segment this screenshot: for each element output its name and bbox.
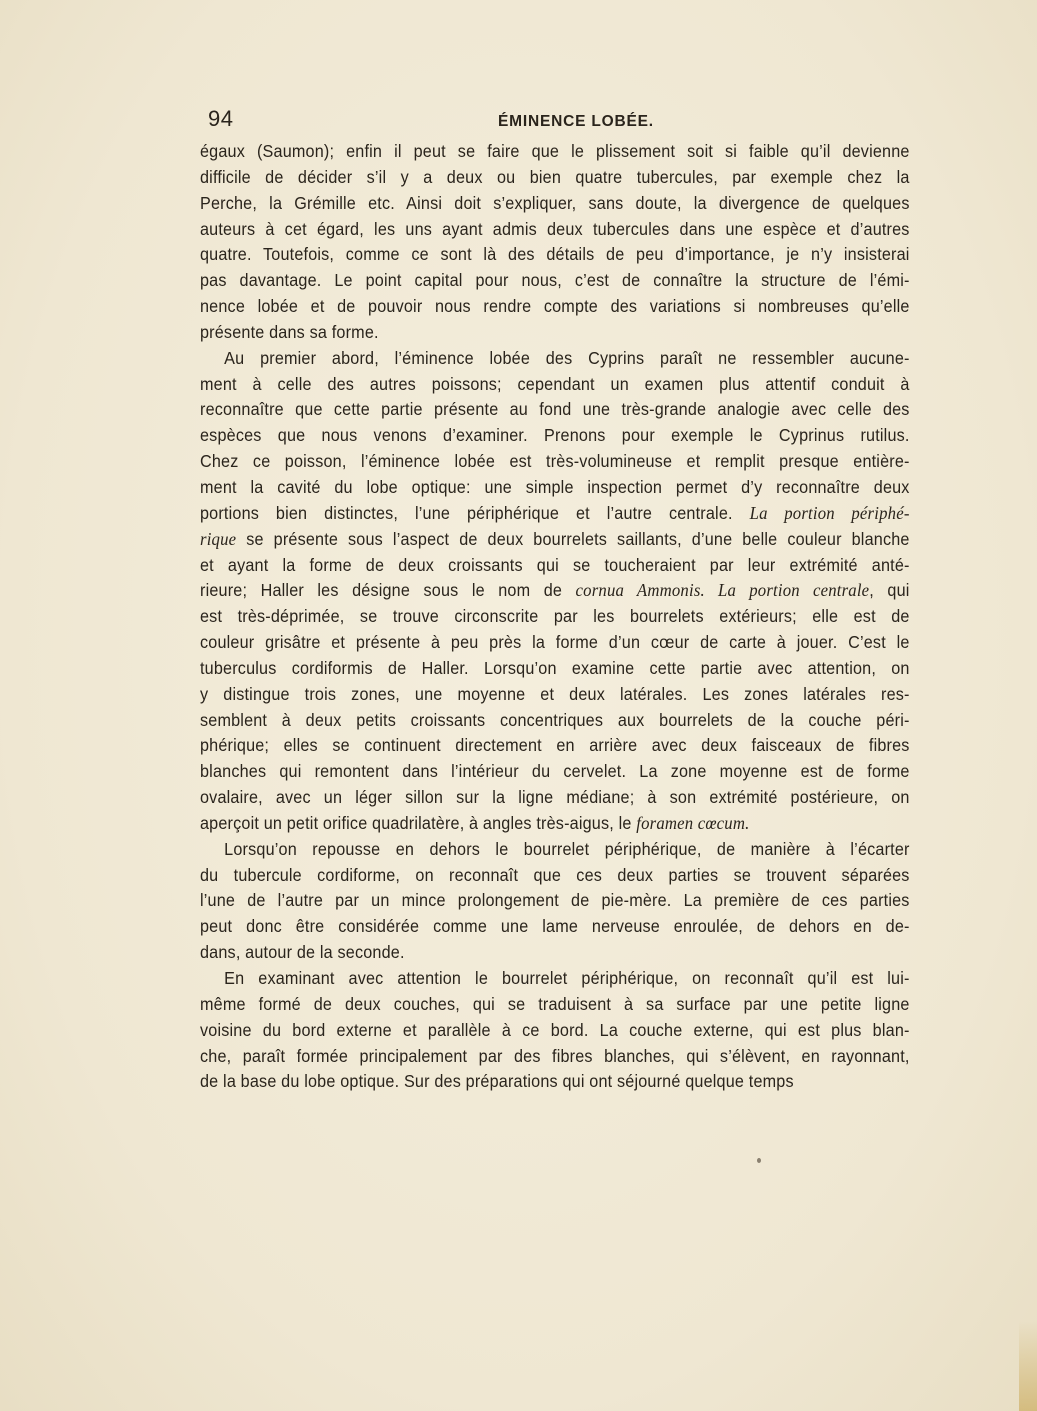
text-line bbox=[200, 294, 910, 320]
text-line bbox=[200, 346, 910, 372]
text-line bbox=[200, 449, 910, 475]
text-line bbox=[200, 372, 910, 398]
text-segment: semblent à deux petits croissants concentriques aux bourrelets de la couche péri- bbox=[200, 709, 910, 730]
page-stain bbox=[1019, 1321, 1037, 1411]
text-segment: dans, autour de la seconde. bbox=[200, 942, 405, 963]
text-segment: même formé de deux couches, qui se traduisent à sa surface par une petite ligne bbox=[200, 993, 910, 1014]
text-line bbox=[200, 759, 910, 785]
text-line bbox=[200, 397, 910, 423]
text-line bbox=[200, 656, 910, 682]
text-line bbox=[200, 863, 910, 889]
text-line bbox=[200, 527, 910, 553]
text-line bbox=[200, 604, 910, 630]
text-segment: blanches qui remontent dans l’intérieur du cervelet. La zone moyenne est de forme bbox=[200, 761, 910, 782]
text-segment: phérique; elles se continuent directement en arrière avec deux faisceaux de fibres bbox=[200, 735, 910, 756]
text-line bbox=[200, 165, 910, 191]
text-segment: Lorsqu’on repousse en dehors le bourrelet périphérique, de manière à l’écarter bbox=[224, 838, 910, 859]
text-segment: l’une de l’autre par un mince prolongement de pie-mère. La première de ces parties bbox=[200, 890, 910, 911]
text-line bbox=[200, 1018, 910, 1044]
text-segment: difficile de décider s’il y a deux ou bien quatre tubercules, par exemple chez la bbox=[200, 166, 910, 187]
text-line bbox=[200, 630, 910, 656]
italic-text: cornua Ammonis. La portion centrale bbox=[575, 580, 870, 601]
text-segment: , qui bbox=[869, 580, 910, 601]
text-line bbox=[200, 966, 910, 992]
text-segment: et ayant la forme de deux croissants qui se toucheraient par leur extrémité anté- bbox=[200, 554, 910, 575]
text-line bbox=[200, 785, 910, 811]
text-segment: ment à celle des autres poissons; cependant un examen plus attentif conduit à bbox=[200, 373, 910, 394]
italic-text: foramen cœcum. bbox=[636, 812, 750, 833]
text-line bbox=[200, 423, 910, 449]
text-line bbox=[200, 992, 910, 1018]
text-segment: tuberculus cordiformis de Haller. Lorsqu’on examine cette partie avec attention, on bbox=[200, 657, 910, 678]
text-line bbox=[200, 1069, 910, 1095]
text-segment: ment la cavité du lobe optique: une simple inspection permet d’y reconnaître deux bbox=[200, 476, 910, 497]
text-line bbox=[200, 320, 910, 346]
text-segment: nence lobée et de pouvoir nous rendre compte des variations si nombreuses qu’elle bbox=[200, 296, 910, 317]
text-segment: égaux (Saumon); enfin il peut se faire que le plissement soit si faible qu’il devienne bbox=[200, 141, 910, 161]
text-line bbox=[200, 501, 910, 527]
text-line bbox=[200, 139, 910, 165]
text-segment: portions bien distinctes, l’une périphérique et l’autre centrale. bbox=[200, 502, 750, 523]
text-line bbox=[200, 475, 910, 501]
text-segment: couleur grisâtre et présente à peu près la forme d’un cœur de carte à jouer. C’est le bbox=[200, 632, 910, 653]
text-segment: se présente sous l’aspect de deux bourrelets saillants, d’une belle couleur blanche bbox=[236, 528, 910, 549]
text-segment: aperçoit un petit orifice quadrilatère, à angles très-aigus, le bbox=[200, 812, 637, 833]
running-head bbox=[208, 106, 908, 136]
text-line bbox=[200, 191, 910, 217]
text-line bbox=[200, 837, 910, 863]
text-line bbox=[200, 553, 910, 579]
text-line bbox=[200, 811, 910, 837]
text-line bbox=[200, 268, 910, 294]
text-line bbox=[200, 1044, 910, 1070]
text-segment: est très-déprimée, se trouve circonscrite par les bourrelets extérieurs; elle est de bbox=[200, 606, 910, 627]
page-number: 94 bbox=[208, 106, 234, 131]
text-segment: de la base du lobe optique. Sur des préparations qui ont séjourné quelque temps bbox=[200, 1071, 794, 1092]
text-segment: che, paraît formée principalement par des fibres blanches, qui s’élèvent, en rayonnant, bbox=[200, 1045, 910, 1066]
text-line bbox=[200, 242, 910, 268]
text-segment: Chez ce poisson, l’éminence lobée est très-volumineuse et remplit presque entière- bbox=[200, 451, 910, 472]
text-line bbox=[200, 733, 910, 759]
italic-text: La portion périphé- bbox=[749, 502, 910, 523]
text-segment: quatre. Toutefois, comme ce sont là des détails de peu d’importance, je n’y insisterai bbox=[200, 244, 910, 265]
text-segment: espèces que nous venons d’examiner. Prenons pour exemple le Cyprinus rutilus. bbox=[200, 425, 910, 446]
text-segment: voisine du bord externe et parallèle à ce bord. La couche externe, qui est plus blan- bbox=[200, 1019, 910, 1040]
ink-speck bbox=[757, 1158, 761, 1163]
text-segment: En examinant avec attention le bourrelet périphérique, on reconnaît qu’il est lui- bbox=[224, 968, 910, 988]
text-line bbox=[200, 578, 910, 604]
body-text bbox=[200, 139, 910, 1095]
running-title: ÉMINENCE LOBÉE. bbox=[498, 113, 654, 130]
text-line bbox=[200, 708, 910, 734]
text-segment: ovalaire, avec un léger sillon sur la ligne médiane; à son extrémité postérieure, on bbox=[200, 787, 910, 808]
text-segment: reconnaître que cette partie présente au fond une très-grande analogie avec celle des bbox=[200, 399, 910, 420]
text-line bbox=[200, 217, 910, 243]
text-segment: présente dans sa forme. bbox=[200, 321, 379, 342]
text-line bbox=[200, 914, 910, 940]
text-line bbox=[200, 682, 910, 708]
text-segment: du tubercule cordiforme, on reconnaît que ces deux parties se trouvent séparées bbox=[200, 864, 910, 885]
text-segment: rieure; Haller les désigne sous le nom de bbox=[200, 580, 576, 601]
text-segment: peut donc être considérée comme une lame nerveuse enroulée, de dehors en de- bbox=[200, 916, 910, 937]
text-segment: y distingue trois zones, une moyenne et deux latérales. Les zones latérales res- bbox=[200, 683, 910, 704]
text-segment: Perche, la Grémille etc. Ainsi doit s’expliquer, sans doute, la divergence de quelques bbox=[200, 192, 910, 213]
text-segment: Au premier abord, l’éminence lobée des Cyprins paraît ne ressembler aucune- bbox=[224, 347, 910, 368]
italic-text: rique bbox=[200, 528, 237, 549]
text-segment: pas davantage. Le point capital pour nous, c’est de connaître la structure de l’émi- bbox=[200, 270, 910, 291]
text-line bbox=[200, 888, 910, 914]
text-line bbox=[200, 940, 910, 966]
text-segment: auteurs à cet égard, les uns ayant admis deux tubercules dans une espèce et d’autres bbox=[200, 218, 910, 239]
